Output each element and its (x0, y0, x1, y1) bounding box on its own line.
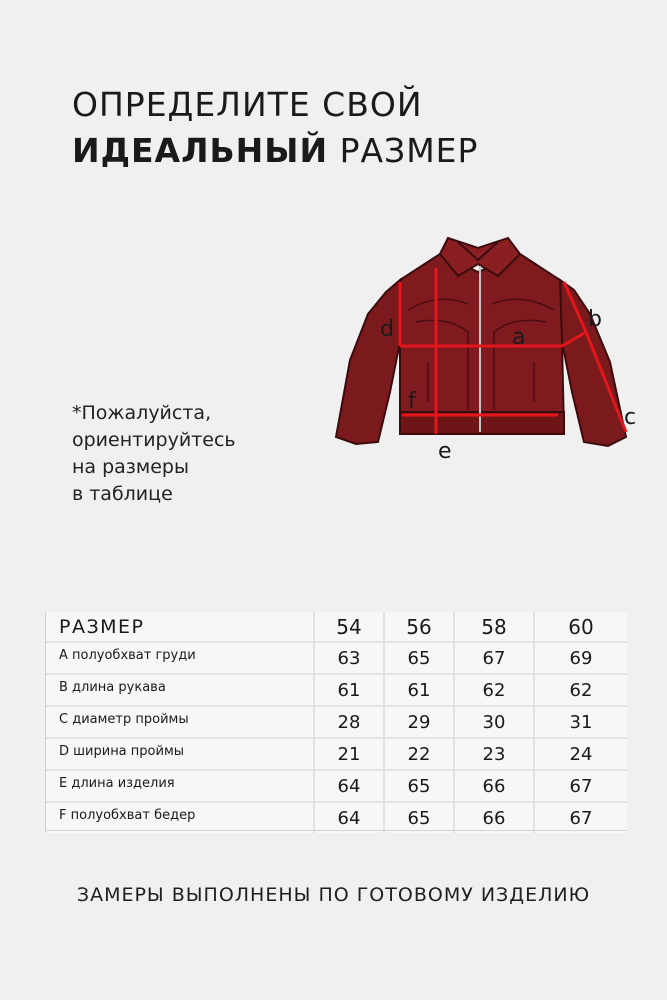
table-cell: 23 (453, 739, 533, 771)
measure-label-f: f (408, 389, 416, 414)
size-header-label: РАЗМЕР (45, 612, 313, 643)
right-sleeve (560, 280, 626, 446)
measure-label-c: c (624, 405, 637, 430)
size-header-58: 58 (453, 612, 533, 643)
table-cell: 69 (533, 643, 627, 675)
table-left-edge (45, 612, 46, 832)
measure-label-a: a (512, 325, 526, 350)
size-header-60: 60 (533, 612, 627, 643)
measure-label-d: d (380, 317, 394, 342)
row-label: А полуобхват груди (45, 643, 313, 675)
table-cell: 62 (453, 675, 533, 707)
size-note (72, 400, 236, 508)
title-line-2-rest: РАЗМЕР (328, 131, 479, 170)
table-header-row (45, 612, 627, 643)
table-cell: 61 (313, 675, 383, 707)
table-cell: 64 (313, 771, 383, 803)
table-cell: 65 (383, 803, 453, 833)
size-header-54: 54 (313, 612, 383, 643)
table-row (45, 771, 627, 803)
row-label: В длина рукава (45, 675, 313, 707)
table-row (45, 803, 627, 833)
jacket-body (400, 254, 564, 432)
table-row (45, 739, 627, 771)
measure-label-e: e (438, 439, 452, 464)
table-cell: 31 (533, 707, 627, 739)
table-row (45, 675, 627, 707)
table-bottom-edge (45, 830, 627, 831)
table-cell: 62 (533, 675, 627, 707)
size-table (45, 612, 627, 832)
table-cell: 67 (533, 771, 627, 803)
table-cell: 29 (383, 707, 453, 739)
table-cell: 30 (453, 707, 533, 739)
row-label: F полуобхват бедер (45, 803, 313, 833)
note-line-2: ориентируйтесь (72, 429, 236, 451)
size-header-56: 56 (383, 612, 453, 643)
title-line-1: ОПРЕДЕЛИТЕ СВОЙ (72, 85, 423, 124)
table-cell: 24 (533, 739, 627, 771)
row-label: D ширина проймы (45, 739, 313, 771)
row-label: С диаметр проймы (45, 707, 313, 739)
row-label: Е длина изделия (45, 771, 313, 803)
table-cell: 66 (453, 803, 533, 833)
table-cell: 28 (313, 707, 383, 739)
table-cell: 67 (533, 803, 627, 833)
table-cell: 65 (383, 771, 453, 803)
table-row (45, 643, 627, 675)
note-line-4: в таблице (72, 483, 173, 505)
note-line-1: *Пожалуйста, (72, 402, 212, 424)
table-cell: 63 (313, 643, 383, 675)
title-bold-word: ИДЕАЛЬНЫЙ (72, 131, 329, 170)
table-cell: 67 (453, 643, 533, 675)
table-cell: 66 (453, 771, 533, 803)
table-cell: 61 (383, 675, 453, 707)
left-sleeve (336, 280, 400, 444)
table-cell: 65 (383, 643, 453, 675)
table-cell: 22 (383, 739, 453, 771)
page-title (72, 82, 478, 174)
footer-note: ЗАМЕРЫ ВЫПОЛНЕНЫ ПО ГОТОВОМУ ИЗДЕЛИЮ (76, 884, 591, 906)
note-line-3: на размеры (72, 456, 189, 478)
jacket-illustration (328, 232, 638, 467)
table-row (45, 707, 627, 739)
measure-label-b: b (588, 307, 602, 332)
table-cell: 64 (313, 803, 383, 833)
table-cell: 21 (313, 739, 383, 771)
